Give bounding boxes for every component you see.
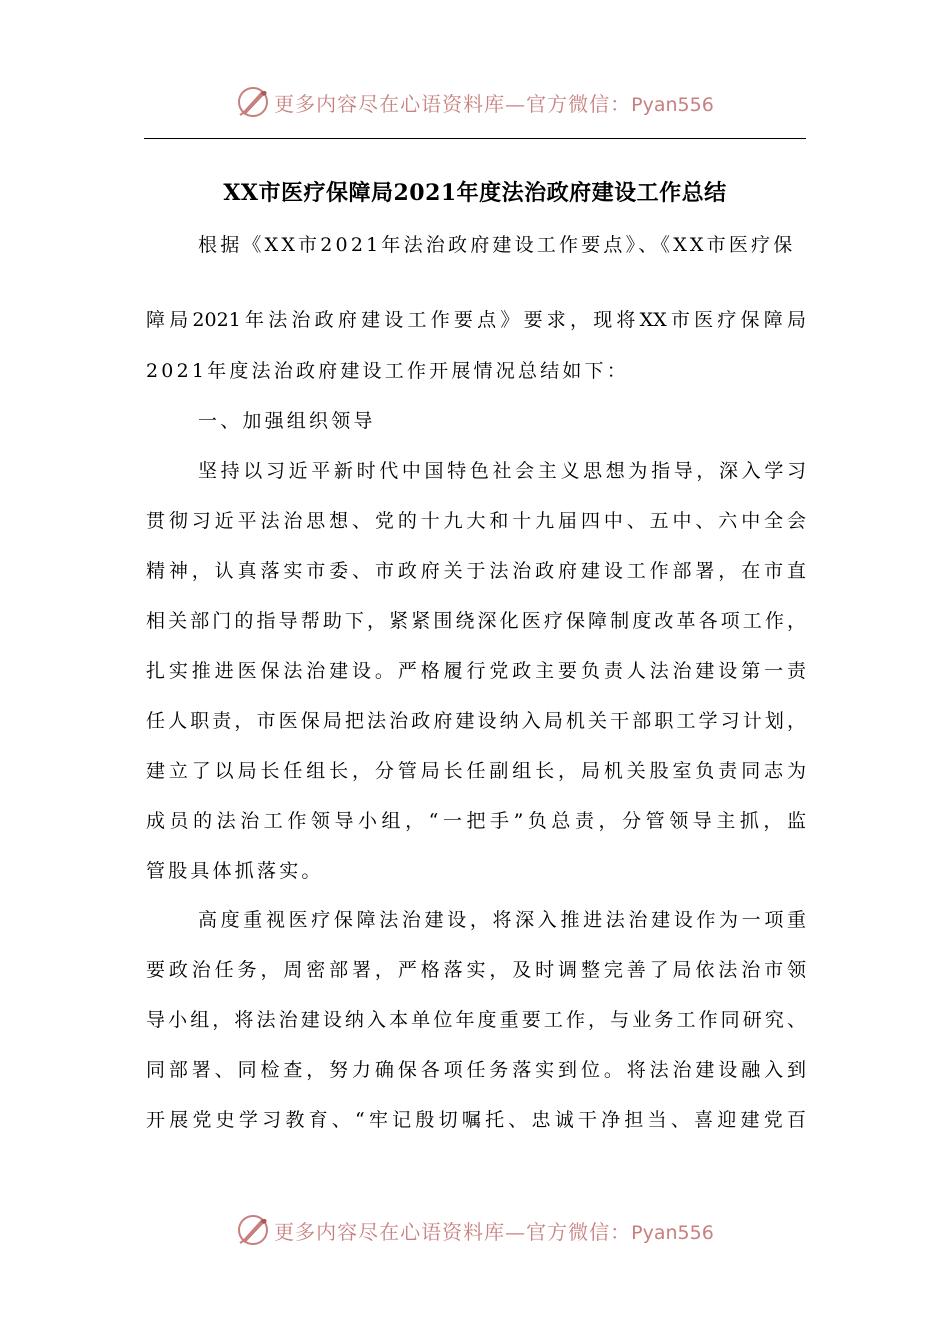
wechat-id: Pyan556 [631,1221,714,1244]
body-line: 2021年度法治政府建设工作开展情况总结如下： [146,360,629,382]
header-divider [144,138,806,139]
body-line: 开展党史学习教育、“牢记殷切嘱托、忠诚干净担当、喜迎建党百 [146,1109,806,1131]
body-line: 精神，认真落实市委、市政府关于法治政府建设工作部署，在市直 [146,560,806,582]
watermark-text: 更多内容尽在心语资料库—官方微信：Pyan556 [274,1219,714,1244]
section-heading: 一、加强组织领导 [198,410,376,432]
body-line: 障局2021年法治政府建设工作要点》要求，现将XX市医疗保障局 [146,309,806,331]
body-line: 建立了以局长任组长，分管局长任副组长，局机关股室负责同志为 [146,760,806,782]
body-line: 管股具体抓落实。 [146,860,324,882]
body-line: 导小组，将法治建设纳入本单位年度重要工作，与业务工作同研究、 [146,1009,806,1031]
body-line: 扎实推进医保法治建设。严格履行党政主要负责人法治建设第一责 [146,660,806,682]
body-line: 成员的法治工作领导小组，“一把手”负总责，分管领导主抓，监 [146,810,806,832]
watermark-banner-top [0,82,950,122]
body-line: 根据《XX市2021年法治政府建设工作要点》、《XX市医疗保 [198,234,796,256]
body-line: 相关部门的指导帮助下，紧紧围绕深化医疗保障制度改革各项工作， [146,610,806,632]
body-line: 高度重视医疗保障法治建设，将深入推进法治建设作为一项重 [198,909,806,931]
body-line: 要政治任务，周密部署，严格落实，及时调整完善了局依法治市领 [146,959,806,981]
watermark-banner-bottom [0,1210,950,1250]
body-line: 任人职责，市医保局把法治政府建设纳入局机关干部职工学习计划， [146,710,806,732]
body-line: 贯彻习近平法治思想、党的十九大和十九届四中、五中、六中全会 [146,510,806,532]
body-line: 同部署、同检查，努力确保各项任务落实到位。将法治建设融入到 [146,1059,806,1081]
quill-logo-icon [236,1213,270,1247]
document-title: XX市医疗保障局2021年度法治政府建设工作总结 [223,180,727,206]
quill-logo-icon [236,85,270,119]
wechat-id: Pyan556 [631,93,714,116]
watermark-text: 更多内容尽在心语资料库—官方微信：Pyan556 [274,91,714,116]
body-line: 坚持以习近平新时代中国特色社会主义思想为指导，深入学习 [198,460,806,482]
